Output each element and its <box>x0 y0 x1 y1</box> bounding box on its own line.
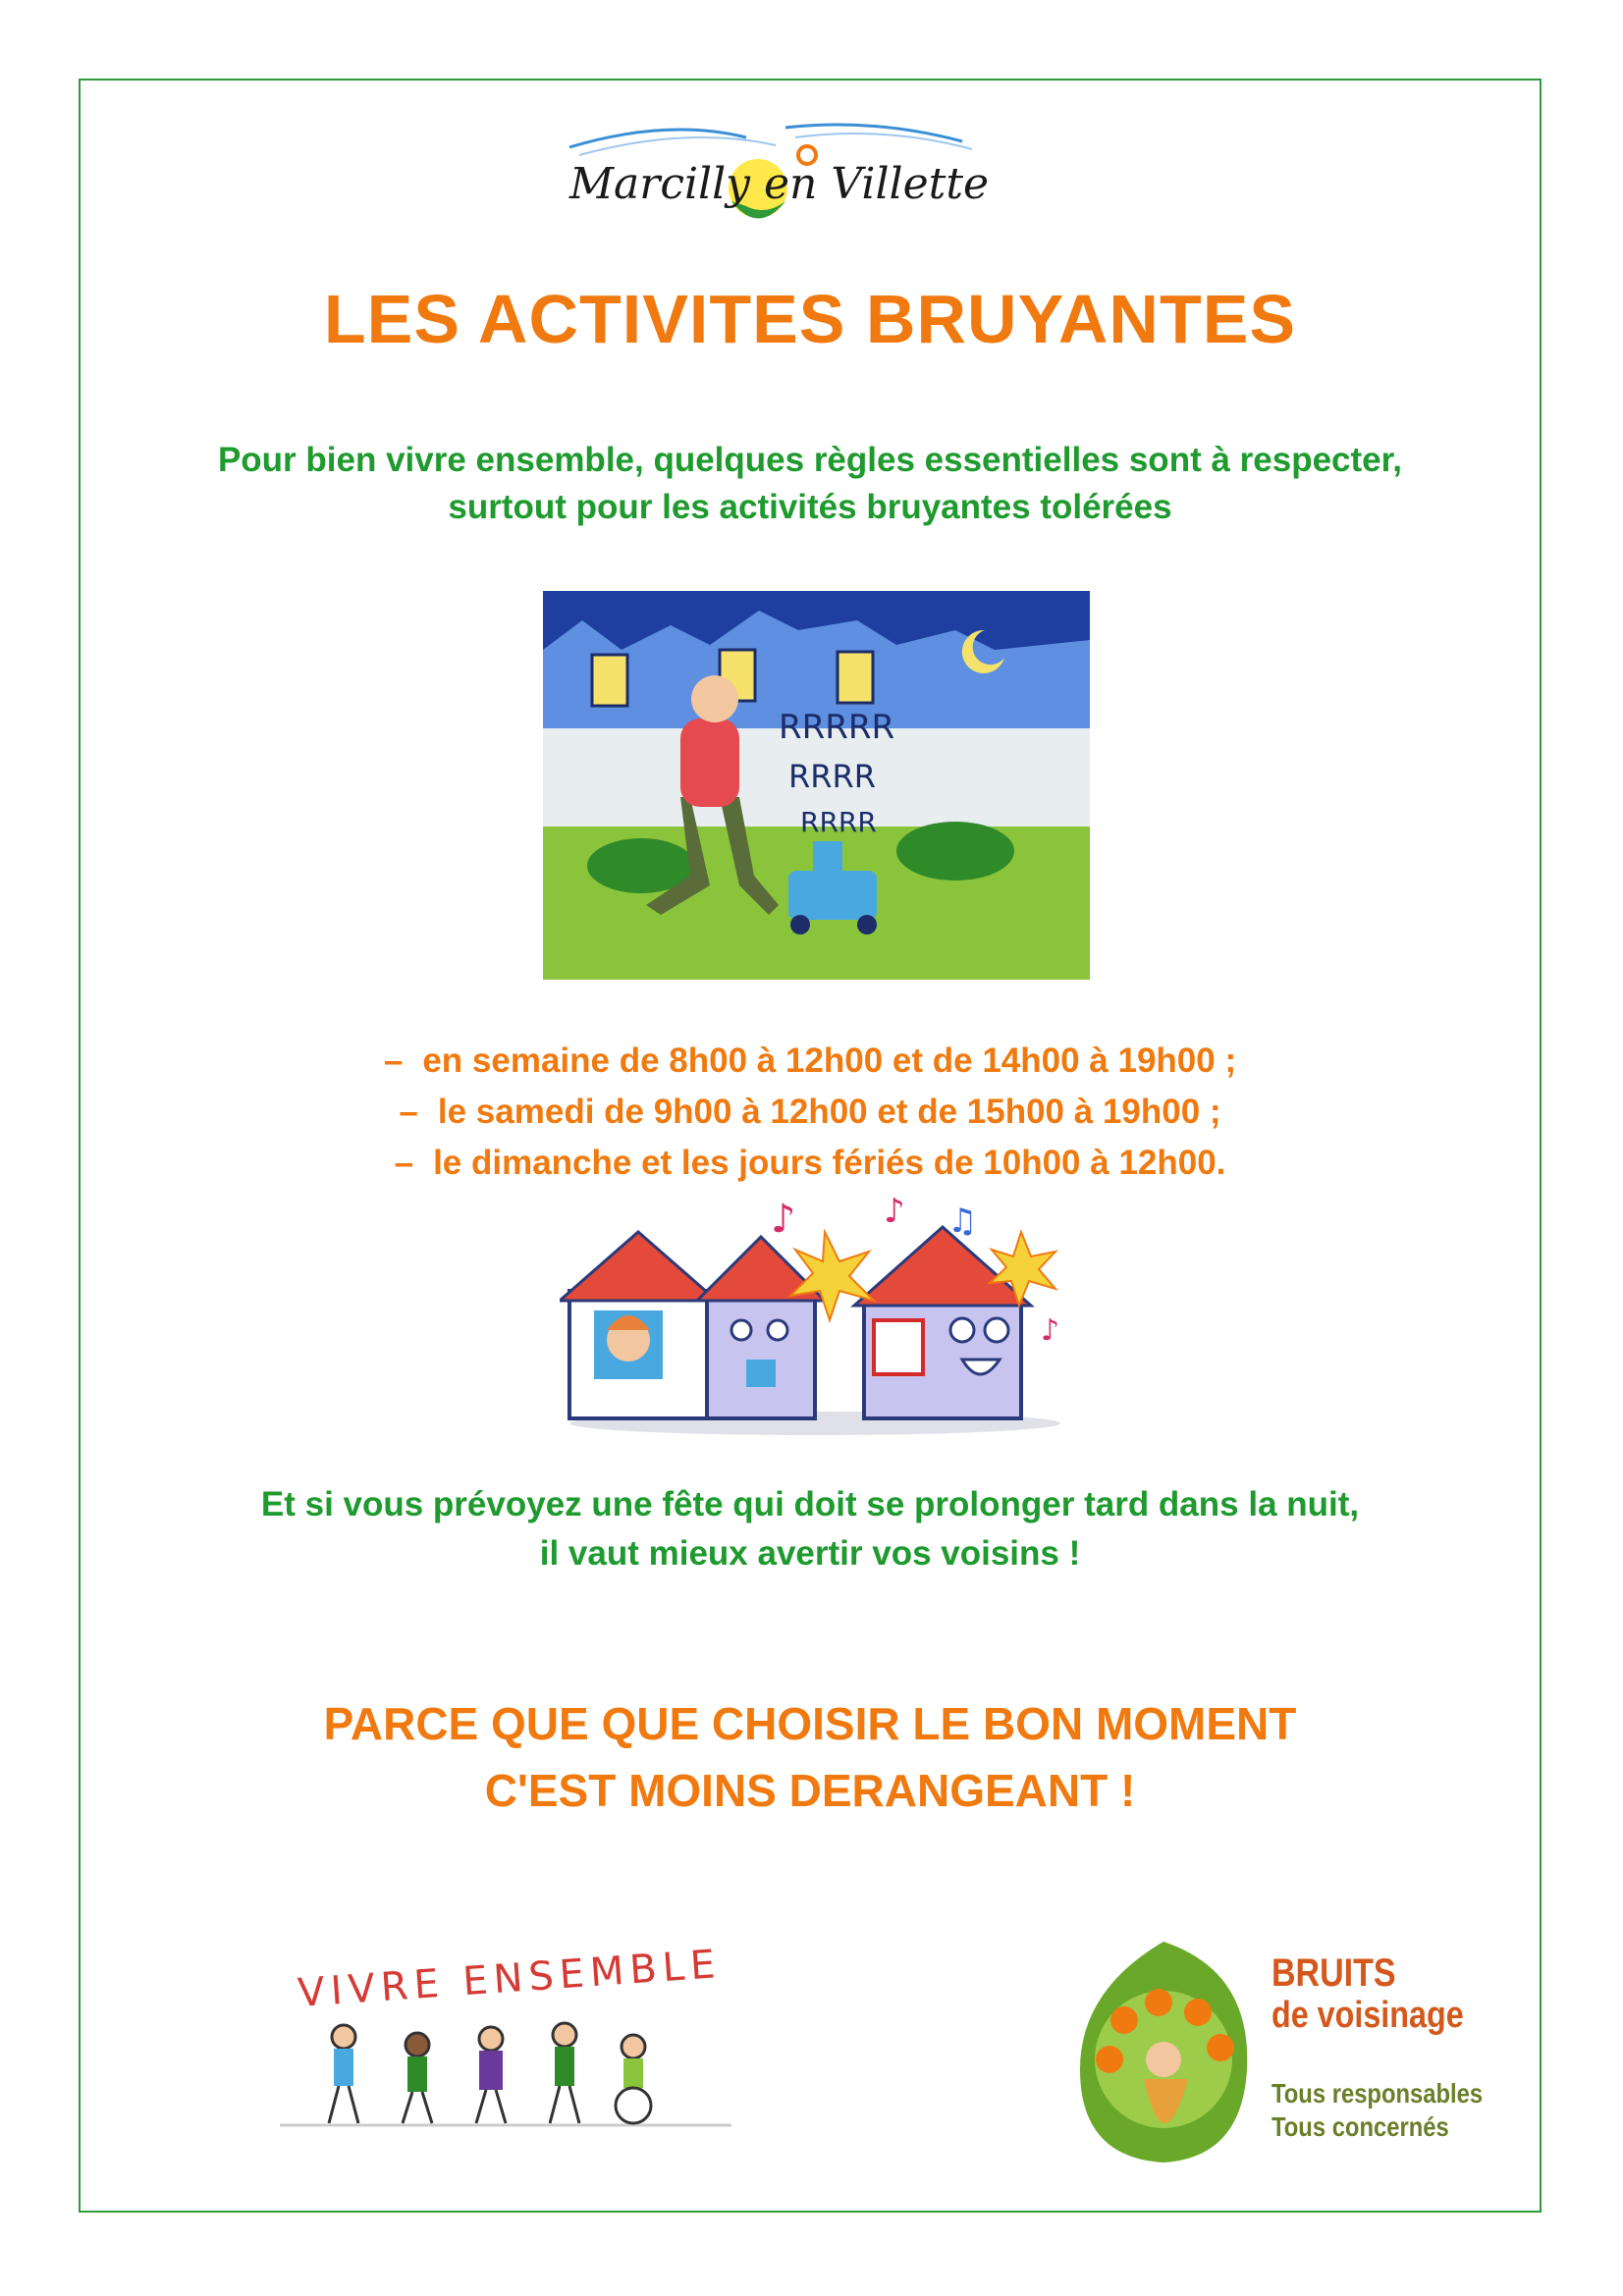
noise-text-2: RRRR <box>788 758 876 795</box>
vivre-ensemble-illustration <box>280 1941 731 2135</box>
closing-line-1: PARCE QUE QUE CHOISIR LE BON MOMENT <box>323 1698 1297 1749</box>
schedule-dash: – <box>394 1144 414 1182</box>
intro-line-2: surtout pour les activités bruyantes tolérées <box>448 488 1172 526</box>
bruits-voisinage-logo <box>1065 1932 1483 2167</box>
party-notice <box>79 1480 1542 1578</box>
bruits-tagline-1: Tous responsables <box>1271 2078 1484 2109</box>
logo-text: Marcilly en Villette <box>569 159 990 209</box>
schedule-item-sunday <box>79 1138 1542 1189</box>
intro-text <box>79 437 1542 531</box>
leaf-emblem-icon <box>1065 1932 1262 2167</box>
schedule-item-saturday <box>79 1087 1542 1138</box>
schedule-item-text: en semaine de 8h00 à 12h00 et de 14h00 à 19h00 ; <box>422 1041 1237 1080</box>
bruits-subtitle: de voisinage <box>1271 1995 1464 2036</box>
schedule-list <box>79 1036 1542 1189</box>
vivre-ensemble-text: VIVRE ENSEMBLE <box>296 1941 723 2017</box>
municipality-logo <box>550 108 1001 236</box>
closing-line-2: C'EST MOINS DERANGEANT ! <box>484 1765 1136 1816</box>
closing-message <box>79 1690 1542 1824</box>
schedule-dash: – <box>383 1041 404 1080</box>
music-note-icon: ♪ <box>771 1197 796 1242</box>
bruits-tagline <box>1271 2077 1483 2144</box>
noisy-houses-illustration <box>560 1193 1080 1438</box>
party-line-1: Et si vous prévoyez une fête qui doit se prolonger tard dans la nuit, <box>260 1485 1360 1523</box>
music-note-icon: ♫ <box>947 1201 978 1241</box>
bruits-title: BRUITS <box>1271 1951 1396 1995</box>
schedule-item-text: le dimanche et les jours fériés de 10h00 à 12h00. <box>433 1144 1226 1182</box>
bruits-tagline-2: Tous concernés <box>1271 2111 1449 2142</box>
party-line-2: il vaut mieux avertir vos voisins ! <box>539 1534 1081 1573</box>
music-note-icon: ♪ <box>1041 1313 1060 1348</box>
page-title: LES ACTIVITES BRUYANTES <box>323 281 1297 357</box>
schedule-item-text: le samedi de 9h00 à 12h00 et de 15h00 à 19h00 ; <box>437 1093 1221 1131</box>
intro-line-1: Pour bien vivre ensemble, quelques règles essentielles sont à respecter, <box>217 441 1403 479</box>
lawn-mower-illustration <box>543 591 1090 980</box>
music-note-icon: ♪ <box>884 1193 905 1231</box>
schedule-dash: – <box>399 1093 418 1131</box>
noise-text-1: RRRRR <box>779 708 895 747</box>
schedule-item-weekday <box>79 1036 1542 1087</box>
noise-text-3: RRRR <box>800 806 877 838</box>
